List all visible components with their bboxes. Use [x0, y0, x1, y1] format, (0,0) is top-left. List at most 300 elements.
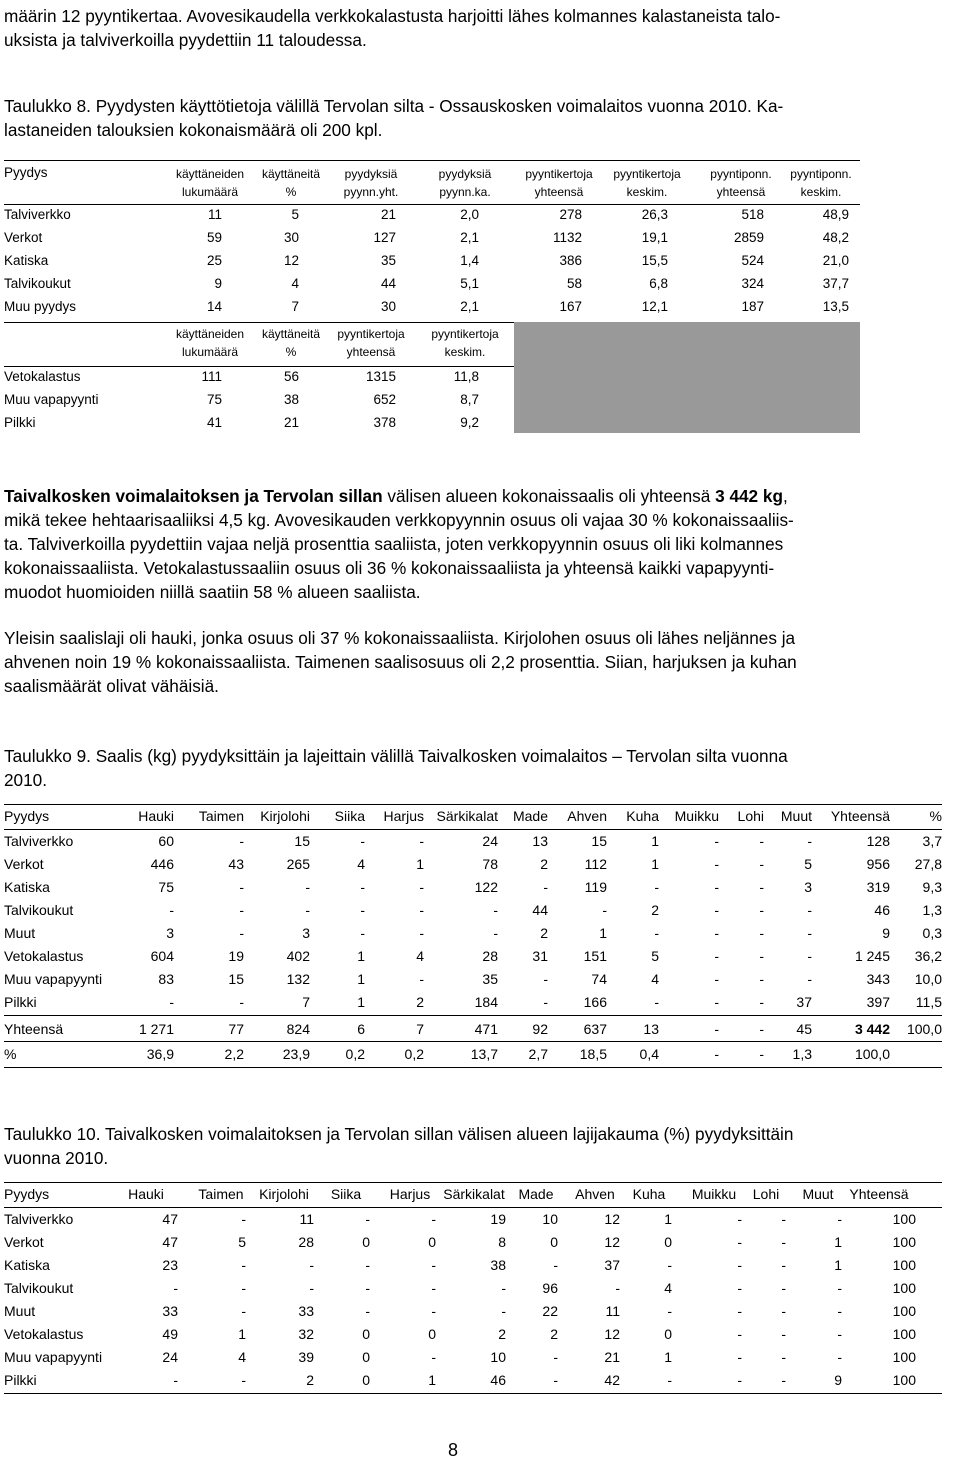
table-cell: 9 [882, 925, 890, 941]
table-cell: 31 [532, 948, 548, 964]
table-cell: 47 [162, 1234, 178, 1250]
table-cell: 12 [604, 1326, 620, 1342]
table-cell: - [759, 1021, 764, 1037]
row-label: Talviverkko [4, 1211, 74, 1227]
table9-caption-line-2: 2010. [4, 770, 48, 790]
table-row [4, 207, 860, 229]
table-row [4, 899, 942, 921]
table-cell: 8 [498, 1234, 506, 1250]
row-label: Vetokalastus [4, 948, 84, 964]
table-cell: - [543, 879, 548, 895]
table-cell: - [737, 1372, 742, 1388]
table-cell: 7 [291, 299, 299, 314]
table-cell: - [781, 1326, 786, 1342]
table-cell: - [714, 902, 719, 918]
table8-header-cell: % [285, 345, 297, 359]
table-header-cell: Lohi [752, 1186, 780, 1202]
table-cell: - [759, 833, 764, 849]
table-cell: 184 [474, 994, 498, 1010]
table-cell: 0 [362, 1372, 370, 1388]
table-cell: 637 [583, 1021, 607, 1037]
table-header-cell: Hauki [138, 808, 174, 824]
table-cell: - [365, 1257, 370, 1273]
table-cell: 4 [357, 856, 365, 872]
table-cell: 0 [550, 1234, 558, 1250]
table-cell: 0 [362, 1326, 370, 1342]
table-header-cell: Siika [334, 808, 365, 824]
table-cell: 6 [357, 1021, 365, 1037]
table-cell: - [501, 1280, 506, 1296]
table-cell: - [493, 925, 498, 941]
table-cell: 278 [559, 207, 582, 222]
table-cell: 11 [605, 1303, 620, 1319]
table-cell: 3 [302, 925, 310, 941]
table-header-cell: Kuha [632, 1186, 666, 1202]
table-row [4, 1346, 942, 1368]
table-cell: - [759, 925, 764, 941]
table-cell: 265 [286, 856, 310, 872]
table-row [4, 853, 942, 875]
table-row [4, 253, 860, 275]
table-cell: 32 [298, 1326, 314, 1342]
table-cell: 21 [380, 207, 396, 222]
table-cell: 21 [283, 415, 299, 430]
table-cell: 3 [804, 879, 812, 895]
table-cell: - [759, 1046, 764, 1062]
table-cell: - [241, 1372, 246, 1388]
table-cell: - [173, 1372, 178, 1388]
table-row [4, 299, 860, 321]
table-cell: 319 [866, 879, 890, 895]
table-cell: 2 [540, 856, 548, 872]
table-cell: - [837, 1303, 842, 1319]
table-cell: 15 [591, 833, 607, 849]
table-cell: 48,2 [822, 230, 849, 245]
table-cell: 37 [604, 1257, 620, 1273]
row-label: Muu vapapyynti [4, 392, 99, 407]
table8-header-row-1 [4, 167, 860, 185]
table-cell: 27,8 [914, 856, 942, 872]
table-cell: - [360, 833, 365, 849]
table9-caption-line-1: Taulukko 9. Saalis (kg) pyydyksittäin ja lajeittain välillä Taivalkosken voimalaitos – Tervolan silta vuonna [4, 746, 788, 766]
table-cell: - [737, 1257, 742, 1273]
table-cell: - [169, 994, 174, 1010]
table-header-cell: Muut [802, 1186, 834, 1202]
table-cell: 3 [166, 925, 174, 941]
table-cell: 100 [892, 1372, 916, 1388]
summary-p2-line-1: Yleisin saalislaji oli hauki, jonka osuus oli 37 % kokonaissaaliista. Kirjolohen osuus oli lähes neljännes ja [4, 628, 796, 648]
summary-bold-location: Taivalkosken voimalaitoksen ja Tervolan sillan [4, 486, 383, 506]
table-cell: - [781, 1211, 786, 1227]
table-cell: 5 [291, 207, 299, 222]
table-cell: 56 [283, 369, 299, 384]
table-cell: 956 [866, 856, 890, 872]
row-label: Talvikoukut [4, 1280, 74, 1296]
table-cell: 36,9 [146, 1046, 174, 1062]
table-cell: - [431, 1349, 436, 1365]
table-header-cell: Pyydys [4, 808, 50, 824]
table-cell: 44 [532, 902, 548, 918]
table-cell: 9 [834, 1372, 842, 1388]
table-cell: - [431, 1303, 436, 1319]
table8 [4, 160, 860, 435]
table-cell: 11 [207, 207, 222, 222]
table-cell: 25 [206, 253, 222, 268]
table-cell: 13,7 [470, 1046, 498, 1062]
table-cell: 1 [238, 1326, 246, 1342]
table-cell: 2 [540, 925, 548, 941]
table-cell: 15,5 [641, 253, 668, 268]
table-cell: 15 [294, 833, 310, 849]
table-cell: - [239, 925, 244, 941]
table-cell: 397 [866, 994, 890, 1010]
table-cell: 19,1 [641, 230, 668, 245]
table-row [4, 1208, 942, 1230]
table-cell: - [419, 971, 424, 987]
table-cell: 1 [651, 833, 659, 849]
row-label: Verkot [4, 230, 43, 245]
table-header-cell: Kirjolohi [259, 1186, 309, 1202]
row-label: Muut [4, 925, 36, 941]
table-cell: 11,5 [915, 994, 942, 1010]
table-cell: 12 [604, 1234, 620, 1250]
table-cell: 1 [599, 925, 607, 941]
row-label: Muu vapapyynti [4, 971, 103, 987]
table-cell: 12 [283, 253, 299, 268]
table-cell: 2 [498, 1326, 506, 1342]
table8-header-row-2b [4, 345, 860, 363]
table-cell: 33 [298, 1303, 314, 1319]
table-cell: 1 [651, 856, 659, 872]
table-cell: 19 [228, 948, 244, 964]
table-cell: - [781, 1372, 786, 1388]
table-cell: 15 [228, 971, 244, 987]
table-cell: - [493, 902, 498, 918]
row-label: Muu vapapyynti [4, 1349, 103, 1365]
table8-caption-line-1: Taulukko 8. Pyydysten käyttötietoja välillä Tervolan silta - Ossauskosken voimalaitos vuonna 2010. Ka- [4, 96, 784, 116]
table-cell: - [173, 1280, 178, 1296]
table-cell: 12,1 [641, 299, 668, 314]
table-pct-row [4, 1043, 942, 1065]
table10 [4, 1182, 942, 1412]
table-cell: 14 [206, 299, 222, 314]
table-cell: 18,5 [579, 1046, 607, 1062]
summary-p2-line-2: ahvenen noin 19 % kokonaissaaliista. Taimenen saalisosuus oli 2,2 prosenttia. Siian, harjuksen ja kuhan [4, 652, 797, 672]
table-cell: 119 [584, 879, 607, 895]
table-cell: 46 [490, 1372, 506, 1388]
table-total-row [4, 1018, 942, 1040]
table-cell: - [419, 902, 424, 918]
table-cell: 0,3 [922, 925, 942, 941]
table-cell: 13 [643, 1021, 659, 1037]
row-label: Katiska [4, 879, 50, 895]
table-row [4, 830, 942, 852]
table-cell: - [239, 879, 244, 895]
table-row [4, 922, 942, 944]
table-cell: 74 [591, 971, 607, 987]
table-cell: 75 [206, 392, 222, 407]
table8-header-cell: keskim. [626, 185, 668, 199]
table-cell: 2859 [733, 230, 764, 245]
table-cell: 1,4 [460, 253, 479, 268]
table-header-cell: Yhteensä [830, 808, 890, 824]
table-row [4, 1300, 942, 1322]
table-row [4, 968, 942, 990]
table-header-cell: Ahven [567, 808, 607, 824]
table10-caption-line-1: Taulukko 10. Taivalkosken voimalaitoksen ja Tervolan sillan välisen alueen lajijakauma (%) pyydyksittäin [4, 1124, 794, 1144]
table-cell: 2 [416, 994, 424, 1010]
table-cell: - [241, 1280, 246, 1296]
table-cell: - [759, 856, 764, 872]
table8-header-cell: käyttäneitä [261, 167, 321, 181]
table-cell: - [759, 971, 764, 987]
table-header-cell: Taimen [198, 1186, 244, 1202]
table-row [4, 1254, 942, 1276]
table-cell: - [431, 1211, 436, 1227]
table-header-cell: Harjus [389, 1186, 431, 1202]
table-cell: 41 [206, 415, 222, 430]
table-cell: 0 [664, 1326, 672, 1342]
table-cell: 10 [542, 1211, 558, 1227]
table8-header-row-1b [4, 185, 860, 203]
row-label: Muu pyydys [4, 299, 77, 314]
table-header-cell: Ahven [575, 1186, 615, 1202]
table-cell: 652 [373, 392, 396, 407]
table-cell: - [737, 1326, 742, 1342]
table-cell: 128 [866, 833, 890, 849]
table-cell: - [807, 971, 812, 987]
table-row [4, 1369, 942, 1391]
table-cell: 5,1 [460, 276, 479, 291]
table-header-cell: % [929, 808, 942, 824]
table-row [4, 1277, 942, 1299]
table8-header-cell: yhteensä [534, 185, 584, 199]
table-cell: 1 [664, 1211, 672, 1227]
table-cell: - [419, 925, 424, 941]
table-cell: - [714, 833, 719, 849]
table-cell: 112 [584, 856, 607, 872]
table-cell: - [309, 1280, 314, 1296]
table-cell: - [737, 1280, 742, 1296]
table-cell: 100 [892, 1303, 916, 1319]
table-cell: - [501, 1303, 506, 1319]
table-cell: 402 [286, 948, 310, 964]
table-cell: - [654, 925, 659, 941]
row-label: Verkot [4, 1234, 44, 1250]
table8-header-row-2 [4, 327, 860, 345]
table-cell: 48,9 [822, 207, 849, 222]
table-cell: 1 [834, 1234, 842, 1250]
table-header-cell: Kirjolohi [260, 808, 310, 824]
table-cell: - [667, 1303, 672, 1319]
table8-rule [4, 160, 860, 161]
table-cell: 1 [416, 856, 424, 872]
table-header-cell: Yhteensä [849, 1186, 909, 1202]
table-cell: 39 [298, 1349, 314, 1365]
table-rule [4, 1041, 942, 1042]
table-cell: - [239, 833, 244, 849]
table-row [4, 876, 942, 898]
table-cell: 100 [892, 1326, 916, 1342]
table-cell: 59 [206, 230, 222, 245]
table-cell: 100 [892, 1280, 916, 1296]
table-cell: 77 [228, 1021, 244, 1037]
table8-header-cell: lukumäärä [181, 185, 239, 199]
table-cell: 5 [804, 856, 812, 872]
table-cell: 9 [214, 276, 222, 291]
table-cell: - [714, 948, 719, 964]
table-cell: 100,0 [854, 1046, 890, 1062]
row-label: Muut [4, 1303, 36, 1319]
table-cell: 1,3 [922, 902, 942, 918]
table-cell: 24 [482, 833, 498, 849]
row-label: Yhteensä [4, 1021, 64, 1037]
table-cell: 1 [428, 1372, 436, 1388]
table-row [4, 230, 860, 252]
row-label: Vetokalastus [4, 1326, 84, 1342]
row-label: Talviverkko [4, 207, 71, 222]
table-cell: 100 [892, 1234, 916, 1250]
table-cell: 378 [373, 415, 396, 430]
table-cell: 2,1 [460, 299, 479, 314]
table8-header-cell: pyynn.ka. [439, 185, 491, 199]
table-cell: - [360, 879, 365, 895]
row-label: Talvikoukut [4, 902, 74, 918]
table-cell: - [553, 1349, 558, 1365]
table-cell: 386 [559, 253, 582, 268]
table8-header-cell: keskim. [800, 185, 842, 199]
table-cell: - [305, 902, 310, 918]
table-cell: 42 [604, 1372, 620, 1388]
table-cell: 4 [238, 1349, 246, 1365]
table-cell: - [667, 1257, 672, 1273]
table-cell: - [837, 1280, 842, 1296]
summary-p1-line-3: ta. Talviverkoilla pyydettiin vajaa neljä prosenttia saaliista, joten verkkopyynnin osuus oli liki kolmannes [4, 534, 784, 554]
table8-header-cell: lukumäärä [181, 345, 239, 359]
table-cell: 36,2 [914, 948, 942, 964]
row-label: Katiska [4, 1257, 50, 1273]
table-cell: - [714, 1021, 719, 1037]
table-cell: 100 [892, 1211, 916, 1227]
table-cell: 26,3 [641, 207, 668, 222]
table-cell: 127 [373, 230, 396, 245]
table-cell: - [241, 1257, 246, 1273]
table-cell: 5 [238, 1234, 246, 1250]
table-cell: 0,4 [639, 1046, 659, 1062]
table-cell: 151 [583, 948, 607, 964]
table10-caption-line-2: vuonna 2010. [4, 1148, 109, 1168]
table-cell: - [654, 994, 659, 1010]
table-row [4, 991, 942, 1013]
table-cell: 30 [283, 230, 299, 245]
table-cell: 24 [162, 1349, 178, 1365]
table-cell: 43 [228, 856, 244, 872]
summary-p1-line-1 [4, 484, 954, 508]
table-header-cell: Lohi [737, 808, 764, 824]
table-cell: 28 [298, 1234, 314, 1250]
row-label: Pilkki [4, 994, 37, 1010]
table-cell: - [365, 1280, 370, 1296]
table8-header-cell: yhteensä [346, 345, 396, 359]
table-cell: 9,2 [460, 415, 479, 430]
table-cell: - [365, 1303, 370, 1319]
table-cell: - [781, 1257, 786, 1273]
table-cell: - [241, 1211, 246, 1227]
table-cell: 0 [664, 1234, 672, 1250]
table-cell: - [781, 1234, 786, 1250]
table-cell: 19 [490, 1211, 506, 1227]
table8-header-cell: pyynn.yht. [343, 185, 399, 199]
table-cell: 167 [559, 299, 582, 314]
table-cell: - [309, 1257, 314, 1273]
table-cell: - [837, 1326, 842, 1342]
table-cell: 604 [150, 948, 174, 964]
table-cell: 3,7 [922, 833, 942, 849]
table-cell: 83 [158, 971, 174, 987]
table-header-cell: Muikku [674, 808, 719, 824]
intro-line-1: määrin 12 pyyntikertaa. Avovesikaudella verkkokalastusta harjoitti lähes kolmannes kalastaneista talo- [4, 6, 781, 26]
table-header-cell: Särkikalat [443, 1186, 505, 1202]
table-header-cell: Muut [780, 808, 812, 824]
table-cell: 1 [357, 994, 365, 1010]
table-cell: 518 [741, 207, 764, 222]
table-cell: - [737, 1234, 742, 1250]
table-cell: 22 [542, 1303, 558, 1319]
table-cell: 35 [482, 971, 498, 987]
table8-header-label: Pyydys [4, 165, 48, 180]
table-cell: 9,3 [922, 879, 942, 895]
table8-header-cell: käyttäneiden [175, 327, 245, 341]
table-cell: 45 [796, 1021, 812, 1037]
table-cell: 96 [542, 1280, 558, 1296]
summary-p1-line-5: muodot huomioiden niillä saatiin 58 % alueen saaliista. [4, 582, 421, 602]
table-cell: 100 [892, 1257, 916, 1273]
table-cell: 37 [796, 994, 812, 1010]
table-cell: 2,2 [224, 1046, 244, 1062]
table-cell: 122 [474, 879, 498, 895]
table-cell: 60 [158, 833, 174, 849]
table-row [4, 1323, 942, 1345]
table-row [4, 945, 942, 967]
table-cell: - [543, 994, 548, 1010]
table-cell: - [759, 948, 764, 964]
table8-header-cell: pyydyksiä [344, 167, 398, 181]
table-row [4, 1231, 942, 1253]
table-cell: 33 [162, 1303, 178, 1319]
table-cell: - [837, 1349, 842, 1365]
table-cell: - [365, 1211, 370, 1227]
table-cell: - [431, 1257, 436, 1273]
table-cell: 47 [162, 1211, 178, 1227]
table8-header-cell: käyttäneiden [175, 167, 245, 181]
table-cell: 111 [201, 369, 222, 384]
table-cell: 0,2 [404, 1046, 424, 1062]
table8-header-cell: pyyntikertoja [613, 167, 681, 181]
table-cell: 2 [306, 1372, 314, 1388]
table-cell: - [807, 833, 812, 849]
table-cell: 28 [482, 948, 498, 964]
table8-caption-line-2: lastaneiden talouksien kokonaismäärä oli 200 kpl. [4, 120, 383, 140]
row-label: Talviverkko [4, 833, 74, 849]
table-cell: 13 [532, 833, 548, 849]
table-cell: - [759, 879, 764, 895]
table-cell: 7 [302, 994, 310, 1010]
table8-header-cell: pyyntiponn. [790, 167, 852, 181]
table-cell: - [360, 925, 365, 941]
table-cell: - [431, 1280, 436, 1296]
table-cell: 187 [741, 299, 764, 314]
table8-header-cell: käyttäneitä [261, 327, 321, 341]
